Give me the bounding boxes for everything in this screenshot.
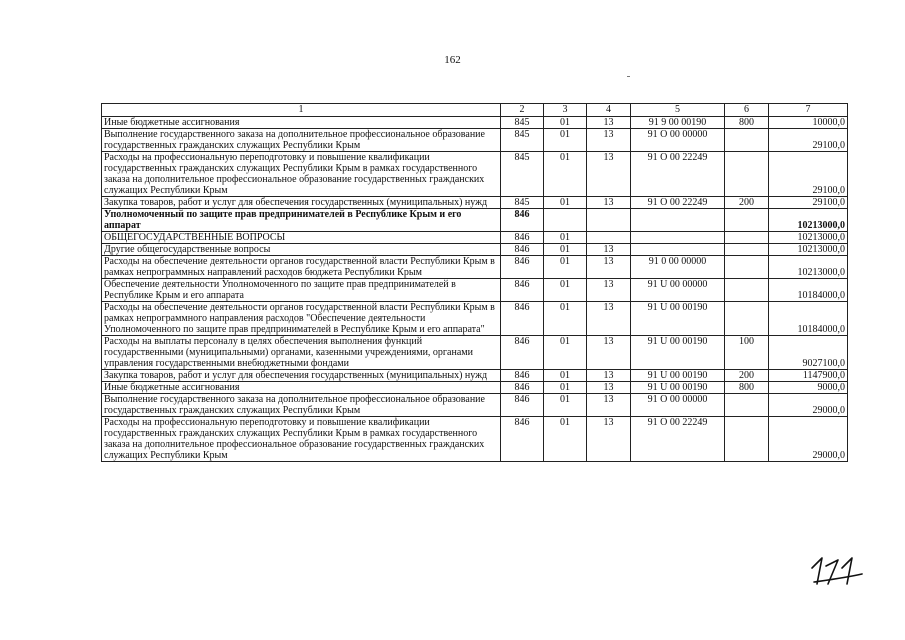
row-subsection-cell: 13 xyxy=(587,117,631,129)
row-target-article-cell xyxy=(631,244,725,256)
row-section-cell: 01 xyxy=(544,279,587,302)
row-subsection-cell: 13 xyxy=(587,302,631,336)
table-row xyxy=(102,279,848,302)
row-section-cell: 01 xyxy=(544,370,587,382)
row-name-cell: Выполнение государственного заказа на дополнительное профессиональное образование государственных гражданских служащих Республики Крым xyxy=(102,394,501,417)
table-row xyxy=(102,302,848,336)
header-cell-3: 3 xyxy=(544,104,587,117)
table-row xyxy=(102,197,848,209)
row-target-article-cell: 91 0 00 00000 xyxy=(631,256,725,279)
row-ved-cell: 846 xyxy=(501,232,544,244)
row-expense-type-cell: 800 xyxy=(725,382,769,394)
row-section-cell: 01 xyxy=(544,417,587,462)
row-expense-type-cell: 200 xyxy=(725,370,769,382)
table-row xyxy=(102,117,848,129)
row-section-cell: 01 xyxy=(544,152,587,197)
row-section-cell: 01 xyxy=(544,117,587,129)
row-expense-type-cell xyxy=(725,232,769,244)
row-target-article-cell: 91 U 00 00190 xyxy=(631,302,725,336)
row-expense-type-cell xyxy=(725,152,769,197)
row-section-cell: 01 xyxy=(544,129,587,152)
row-sum-cell: 10213000,0 xyxy=(769,209,848,232)
row-expense-type-cell xyxy=(725,302,769,336)
row-expense-type-cell xyxy=(725,244,769,256)
row-expense-type-cell xyxy=(725,209,769,232)
table-row xyxy=(102,382,848,394)
row-section-cell xyxy=(544,209,587,232)
row-subsection-cell xyxy=(587,232,631,244)
row-target-article-cell xyxy=(631,232,725,244)
row-section-cell: 01 xyxy=(544,336,587,370)
row-subsection-cell: 13 xyxy=(587,129,631,152)
row-ved-cell: 846 xyxy=(501,279,544,302)
row-subsection-cell: 13 xyxy=(587,152,631,197)
row-sum-cell: 1147900,0 xyxy=(769,370,848,382)
row-target-article-cell xyxy=(631,209,725,232)
header-cell-1: 1 xyxy=(102,104,501,117)
page-number: 162 xyxy=(444,54,461,66)
row-target-article-cell: 91 О 00 22249 xyxy=(631,417,725,462)
table-row xyxy=(102,417,848,462)
row-expense-type-cell xyxy=(725,129,769,152)
row-sum-cell: 10213000,0 xyxy=(769,256,848,279)
row-name-cell: Закупка товаров, работ и услуг для обеспечения государственных (муниципальных) нужд xyxy=(102,197,501,209)
row-name-cell: Расходы на обеспечение деятельности органов государственной власти Республики Крым в рамках непрограммных направлений расходов бюджета Республики Крым xyxy=(102,256,501,279)
row-ved-cell: 846 xyxy=(501,209,544,232)
row-sum-cell: 9027100,0 xyxy=(769,336,848,370)
row-ved-cell: 845 xyxy=(501,197,544,209)
row-target-article-cell: 91 О 00 00000 xyxy=(631,129,725,152)
row-name-cell: ОБЩЕГОСУДАРСТВЕННЫЕ ВОПРОСЫ xyxy=(102,232,501,244)
row-sum-cell: 9000,0 xyxy=(769,382,848,394)
row-ved-cell: 846 xyxy=(501,370,544,382)
row-sum-cell: 10184000,0 xyxy=(769,302,848,336)
row-section-cell: 01 xyxy=(544,232,587,244)
row-subsection-cell: 13 xyxy=(587,370,631,382)
row-target-article-cell: 91 U 00 00190 xyxy=(631,382,725,394)
row-ved-cell: 846 xyxy=(501,382,544,394)
row-ved-cell: 845 xyxy=(501,117,544,129)
row-section-cell: 01 xyxy=(544,256,587,279)
row-section-cell: 01 xyxy=(544,394,587,417)
row-name-cell: Выполнение государственного заказа на дополнительное профессиональное образование государственных гражданских служащих Республики Крым xyxy=(102,129,501,152)
row-sum-cell: 29100,0 xyxy=(769,197,848,209)
table-row xyxy=(102,244,848,256)
row-name-cell: Иные бюджетные ассигнования xyxy=(102,382,501,394)
row-ved-cell: 846 xyxy=(501,302,544,336)
row-name-cell: Расходы на профессиональную переподготовку и повышение квалификации государственных гражданских служащих Республики Крым в рамках государственного заказа на дополнительное профессиональное образование государственных гражданских служащих Республики Крым xyxy=(102,152,501,197)
row-subsection-cell: 13 xyxy=(587,279,631,302)
row-subsection-cell: 13 xyxy=(587,256,631,279)
row-ved-cell: 846 xyxy=(501,417,544,462)
table-row xyxy=(102,209,848,232)
row-expense-type-cell xyxy=(725,394,769,417)
row-ved-cell: 846 xyxy=(501,394,544,417)
header-cell-4: 4 xyxy=(587,104,631,117)
row-name-cell: Иные бюджетные ассигнования xyxy=(102,117,501,129)
row-sum-cell: 10000,0 xyxy=(769,117,848,129)
row-name-cell: Расходы на обеспечение деятельности органов государственной власти Республики Крым в рамках непрограммного направления расходов "Обеспечение деятельности Уполномоченного по защите прав предпринимателей в Республике Крым и его аппарата" xyxy=(102,302,501,336)
row-section-cell: 01 xyxy=(544,382,587,394)
row-expense-type-cell: 200 xyxy=(725,197,769,209)
table-row xyxy=(102,370,848,382)
row-expense-type-cell: 800 xyxy=(725,117,769,129)
row-subsection-cell xyxy=(587,209,631,232)
row-ved-cell: 846 xyxy=(501,256,544,279)
row-subsection-cell: 13 xyxy=(587,417,631,462)
row-expense-type-cell xyxy=(725,417,769,462)
row-target-article-cell: 91 9 00 00190 xyxy=(631,117,725,129)
row-name-cell: Расходы на профессиональную переподготовку и повышение квалификации государственных гражданских служащих Республики Крым в рамках государственного заказа на дополнительное профессиональное образование государственных гражданских служащих Республики Крым xyxy=(102,417,501,462)
row-name-cell: Закупка товаров, работ и услуг для обеспечения государственных (муниципальных) нужд xyxy=(102,370,501,382)
row-section-cell: 01 xyxy=(544,302,587,336)
row-name-cell: Обеспечение деятельности Уполномоченного по защите прав предпринимателей в Республике Крым и его аппарата xyxy=(102,279,501,302)
row-sum-cell: 29000,0 xyxy=(769,394,848,417)
row-sum-cell: 10213000,0 xyxy=(769,244,848,256)
header-cell-6: 6 xyxy=(725,104,769,117)
row-section-cell: 01 xyxy=(544,244,587,256)
row-subsection-cell: 13 xyxy=(587,197,631,209)
header-cell-2: 2 xyxy=(501,104,544,117)
row-section-cell: 01 xyxy=(544,197,587,209)
row-sum-cell: 29000,0 xyxy=(769,417,848,462)
row-target-article-cell: 91 U 00 00000 xyxy=(631,279,725,302)
row-expense-type-cell xyxy=(725,256,769,279)
handwritten-page-number xyxy=(808,554,868,588)
row-expense-type-cell xyxy=(725,279,769,302)
table-row xyxy=(102,336,848,370)
row-sum-cell: 10184000,0 xyxy=(769,279,848,302)
row-target-article-cell: 91 U 00 00190 xyxy=(631,336,725,370)
row-name-cell: Расходы на выплаты персоналу в целях обеспечения выполнения функций государственными (муниципальными) органами, казенными учреждениями, органами управления государственными внебюджетными фондами xyxy=(102,336,501,370)
row-subsection-cell: 13 xyxy=(587,394,631,417)
row-target-article-cell: 91 О 00 00000 xyxy=(631,394,725,417)
row-ved-cell: 846 xyxy=(501,244,544,256)
header-cell-5: 5 xyxy=(631,104,725,117)
table-body xyxy=(102,104,848,462)
row-subsection-cell: 13 xyxy=(587,244,631,256)
row-sum-cell: 10213000,0 xyxy=(769,232,848,244)
table-row xyxy=(102,394,848,417)
header-cell-7: 7 xyxy=(769,104,848,117)
row-sum-cell: 29100,0 xyxy=(769,129,848,152)
row-name-cell: Другие общегосударственные вопросы xyxy=(102,244,501,256)
row-target-article-cell: 91 О 00 22249 xyxy=(631,152,725,197)
table-row xyxy=(102,129,848,152)
row-subsection-cell: 13 xyxy=(587,382,631,394)
row-expense-type-cell: 100 xyxy=(725,336,769,370)
table-row xyxy=(102,152,848,197)
table-header-row xyxy=(102,104,848,117)
row-ved-cell: 845 xyxy=(501,129,544,152)
row-target-article-cell: 91 U 00 00190 xyxy=(631,370,725,382)
row-ved-cell: 845 xyxy=(501,152,544,197)
row-subsection-cell: 13 xyxy=(587,336,631,370)
table-row xyxy=(102,256,848,279)
scan-mark xyxy=(627,76,630,77)
row-sum-cell: 29100,0 xyxy=(769,152,848,197)
row-ved-cell: 846 xyxy=(501,336,544,370)
budget-table xyxy=(101,103,848,462)
row-name-cell: Уполномоченный по защите прав предпринимателей в Республике Крым и его аппарат xyxy=(102,209,501,232)
table-row xyxy=(102,232,848,244)
row-target-article-cell: 91 О 00 22249 xyxy=(631,197,725,209)
